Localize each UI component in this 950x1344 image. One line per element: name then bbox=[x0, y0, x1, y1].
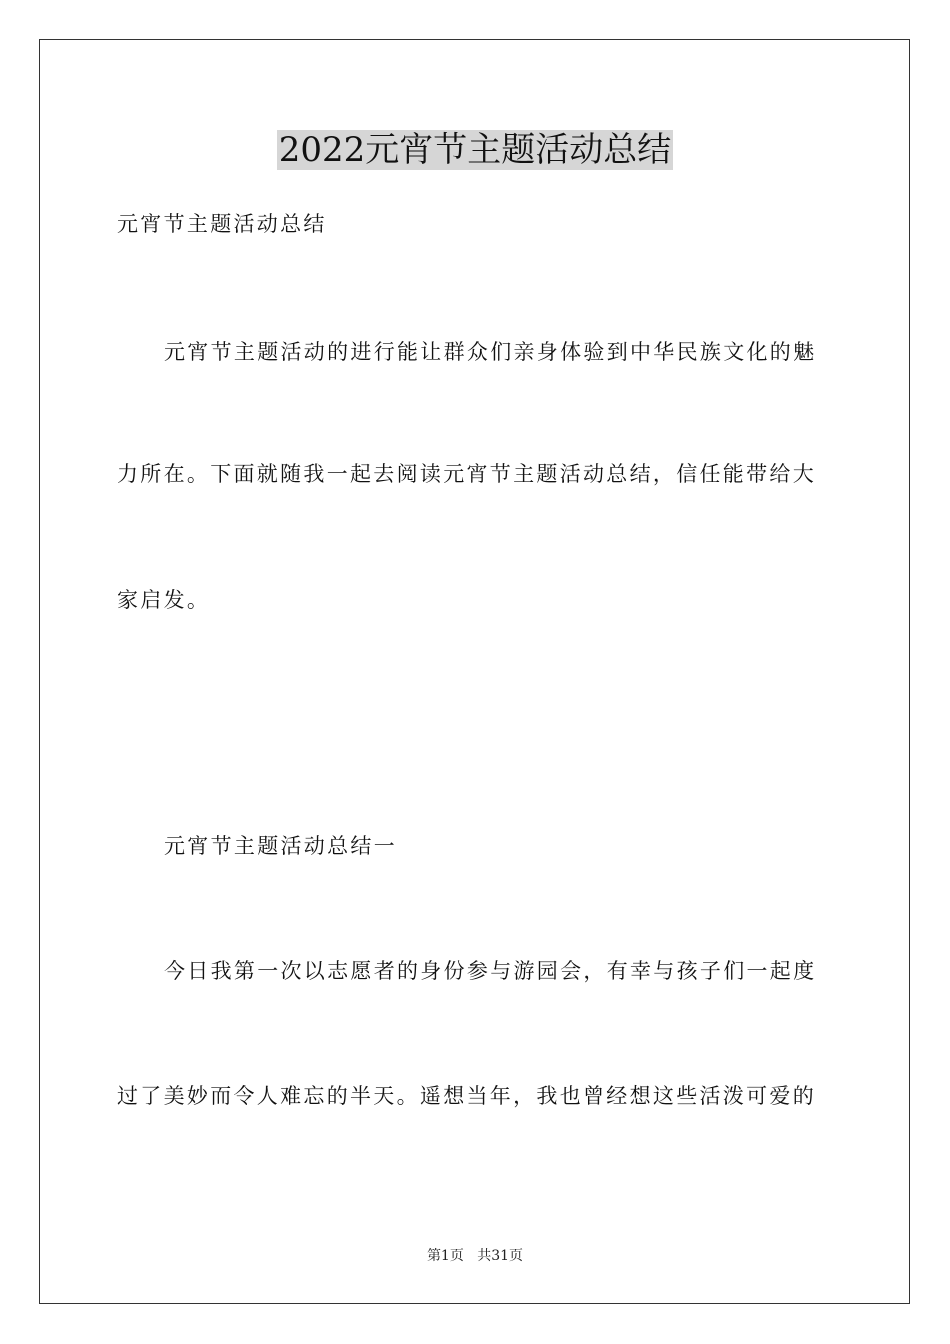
paragraph-line: 过了美妙而令人难忘的半天。遥想当年，我也曾经想这些活泼可爱的 bbox=[117, 1084, 816, 1108]
document-title bbox=[0, 126, 950, 174]
paragraph-line: 元宵节主题活动的进行能让群众们亲身体验到中华民族文化的魅 bbox=[164, 340, 817, 364]
paragraph-line: 力所在。下面就随我一起去阅读元宵节主题活动总结，信任能带给大 bbox=[117, 462, 816, 486]
document-title-text: 2022元宵节主题活动总结 bbox=[278, 130, 672, 170]
paragraph-line: 家启发。 bbox=[117, 588, 211, 612]
page-footer bbox=[0, 1246, 950, 1266]
paragraph-line: 今日我第一次以志愿者的身份参与游园会，有幸与孩子们一起度 bbox=[164, 959, 817, 983]
section-heading: 元宵节主题活动总结一 bbox=[164, 834, 397, 858]
total-pages: 共31页 bbox=[477, 1248, 524, 1264]
page-number: 第1页 bbox=[426, 1248, 464, 1264]
subtitle-line: 元宵节主题活动总结 bbox=[117, 212, 327, 236]
